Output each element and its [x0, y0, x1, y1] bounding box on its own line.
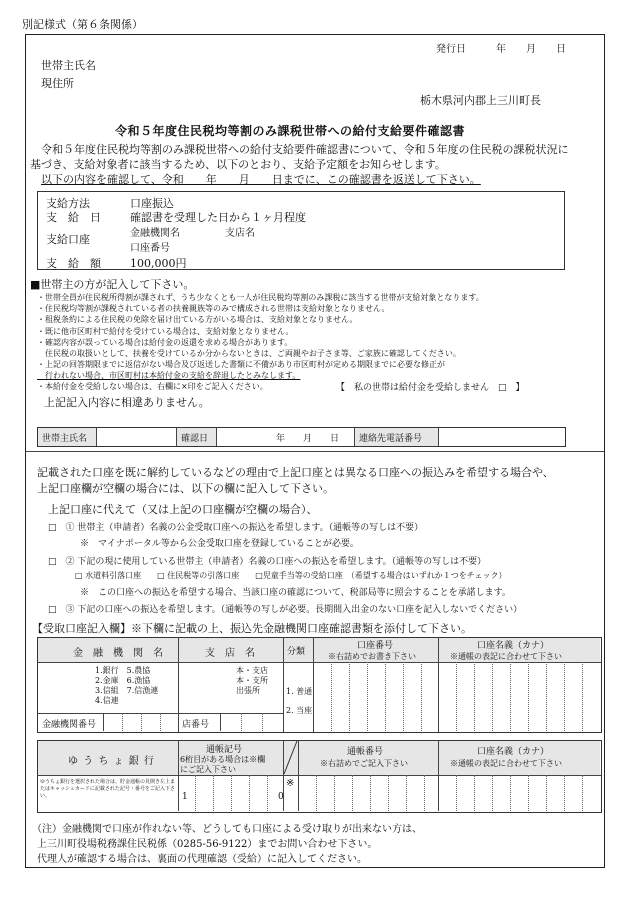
account-number-header: 口座番号 [357, 641, 394, 651]
account-label: 支給口座 [46, 233, 90, 246]
alt-intro-1: 記載された口座を既に解約しているなどの理由で上記口座とは異なる口座への振込みを希望する場合や、 [37, 466, 554, 479]
footer-note-1: （注）金融機関で口座が作れない等、どうしても口座による受け取りが出来ない方は、 [32, 824, 422, 835]
date-label: 支 給 日 [46, 211, 101, 224]
decline-checkbox[interactable]: 【 私の世帯は給付金を受給しません □ 】 [336, 383, 525, 393]
option-2-choices[interactable]: □ 水道料引落口座 □ 住民税等の引落口座 □児童手当等の受給口座 （希望する場合はいずれか１つをチェック） [75, 571, 507, 580]
note-item: ・上記の回答期限までに返信がない場合及び返送した書類に不備があり市区町村が定める期限までに必要な修正が [37, 360, 445, 370]
option-3[interactable]: □ ③ 下記の口座への振込を希望します。（通帳等の写しが必要。長期間入出金のない口座を記入しないでください） [48, 605, 523, 615]
form-label: 別記様式（第６条関係） [22, 18, 143, 31]
decline-instruction: ・本給付金を受給しない場合は、右欄に×印をご記入ください。 [37, 382, 268, 391]
payment-info-box [37, 191, 565, 270]
account-number-label: 口座番号 [130, 243, 170, 254]
sixth-digit-mark: ※ [286, 778, 295, 789]
bank-name-label: 金融機関名 [130, 228, 180, 239]
alt-intro-2: 上記口座欄が空欄の場合には、以下の欄に記入して下さい。 [37, 482, 334, 495]
branch-name-header: 支 店 名 [205, 648, 255, 659]
confirm-phone-label: 連絡先電話番号 [359, 434, 423, 444]
passbook-symbol-note-1: 6桁目がある場合は※欄 [180, 755, 266, 764]
account-class-ordinary[interactable]: 1. 普通 [286, 687, 313, 696]
page-title: 令和５年度住民税均等割のみ課税世帯への給付支給要件確認書 [115, 124, 466, 138]
yucho-holder-note: ※通帳の表記に合わせて下さい [450, 759, 562, 768]
footer-note-2: 上三川町役場税務課住民税係（0285-56-9122）までお問い合わせ下さい。 [37, 839, 378, 850]
date-value: 確認書を受理した日から１ヶ月程度 [130, 211, 306, 224]
method-value: 口座振込 [130, 197, 174, 210]
note-item: ・世帯全員が住民税所得割が課されず、うち少なくとも一人が住民税均等割のみ課税に該当する世帯が支給対象となります。 [37, 293, 484, 302]
yucho-instruction: ゆうちょ銀行を選択された場合は、貯金通帳の見開き左上またはキャッシュカードに記載された記号・番号をご記入下さい。 [40, 779, 176, 799]
intro-deadline: 以下の内容を確認して、令和 年 月 日までに、この確認書を返送して下さい。 [41, 173, 481, 186]
notes-list [37, 292, 484, 382]
bank-name-header: 金 融 機 関 名 [73, 648, 163, 659]
branch-code-label: 店番号 [182, 720, 210, 730]
option-2[interactable]: □ ② 下記の現に使用している世帯主（申請者）名義の口座への振込を希望します。（通帳等の写しは不要） [48, 557, 487, 567]
notes-heading: ■世帯主の方が記入して下さい。 [30, 278, 195, 291]
passbook-symbol-note-2: にご記入下さい [180, 765, 236, 774]
passbook-symbol-header: 通帳記号 [206, 745, 243, 755]
address-label: 現住所 [41, 77, 74, 90]
passbook-number-header: 通帳番号 [347, 747, 384, 757]
option-1[interactable]: □ ① 世帯主（申請者）名義の公金受取口座への振込を希望します。（通帳等の写しは不要） [48, 523, 424, 533]
account-holder-header: 口座名義（カナ） [477, 641, 550, 651]
confirm-date-value: 年 月 日 [276, 434, 340, 444]
passbook-number-note: ※右詰めでご記入下さい [320, 759, 408, 768]
intro-line-2: 基づき、支給対象者に該当するため、以下のとおり、支給予定額をお知らせします。 [30, 158, 446, 171]
account-holder-note: ※通帳の表記に合わせて下さい [450, 652, 562, 661]
bank-code-label: 金融機関番号 [42, 720, 97, 730]
footer-note-3: 代理人が確認する場合は、裏面の代理確認（受給）に記入してください。 [37, 854, 367, 865]
confirm-name-label: 世帯主氏名 [42, 434, 88, 444]
yucho-holder-header: 口座名義（カナ） [477, 747, 550, 757]
account-number-note: ※右詰めでお書き下さい [328, 652, 416, 661]
householder-label: 世帯主氏名 [41, 59, 96, 72]
issuer: 栃木県河内郡上三川町長 [420, 94, 541, 107]
symbol-digit-0: 0 [278, 792, 284, 802]
amount-value: 100,000円 [130, 257, 187, 270]
account-type-header: 分類 [287, 647, 306, 657]
intro-line-1: 令和５年度住民税均等割のみ課税世帯への給付支給要件確認書について、令和５年度の住民税の課税状況に [41, 143, 569, 156]
option-1-note: ※ マイナポータル等から公金受取口座を登録していることが必要。 [80, 539, 359, 549]
amount-label: 支 給 額 [46, 257, 101, 270]
note-item: ・租税条約による住民税の免除を届け出ている方がいる場合は、支給対象となりません。 [37, 315, 358, 325]
alt-heading: 上記口座に代えて（又は上記の口座欄が空欄の場合）、 [48, 503, 318, 516]
diagonal-slash [283, 740, 298, 775]
confirm-heading: 上記記入内容に相違ありません。 [44, 396, 210, 409]
branch-types: 本・支店 本・支所 出張所 [236, 666, 268, 695]
yucho-header: ゆ う ち ょ 銀 行 [68, 756, 155, 767]
account-class-current[interactable]: 2. 当座 [286, 706, 313, 715]
note-item: 住民税の取扱いとして、扶養を受けているか分からないときは、ご両親やお子さま等、ご家族に確認してください。 [37, 349, 461, 359]
institution-types: 1.銀行 5.農協 2.金庫 6.漁協 3.信組 7.信漁連 4.信連 [95, 666, 159, 705]
receive-heading: 【受取口座記入欄】※下欄に記載の上、振込先金融機関口座確認書類を添付して下さい。 [32, 622, 472, 635]
option-2-note: ※ この口座への振込を希望する場合、当該口座の確認について、税部局等に照会することを承諾します。 [80, 588, 511, 598]
note-item: ・住民税均等割が課税されている者の扶養親族等のみで構成される世帯は支給対象となりません。 [37, 304, 390, 314]
note-item: ・確認内容が誤っている場合は給付金の返還を求める場合があります。 [37, 337, 293, 347]
note-item: 行われない場合、市区町村は本給付金の支給を辞退したとみなします。 [37, 371, 301, 381]
symbol-digit-1: 1 [182, 792, 188, 802]
issue-date: 発行日 年 月 日 [436, 44, 566, 55]
method-label: 支給方法 [46, 197, 90, 210]
confirm-date-label: 確認日 [181, 434, 209, 444]
branch-name-label: 支店名 [225, 228, 255, 239]
note-item: ・既に他市区町村で給付を受けている場合は、支給対象となりません。 [37, 326, 294, 336]
